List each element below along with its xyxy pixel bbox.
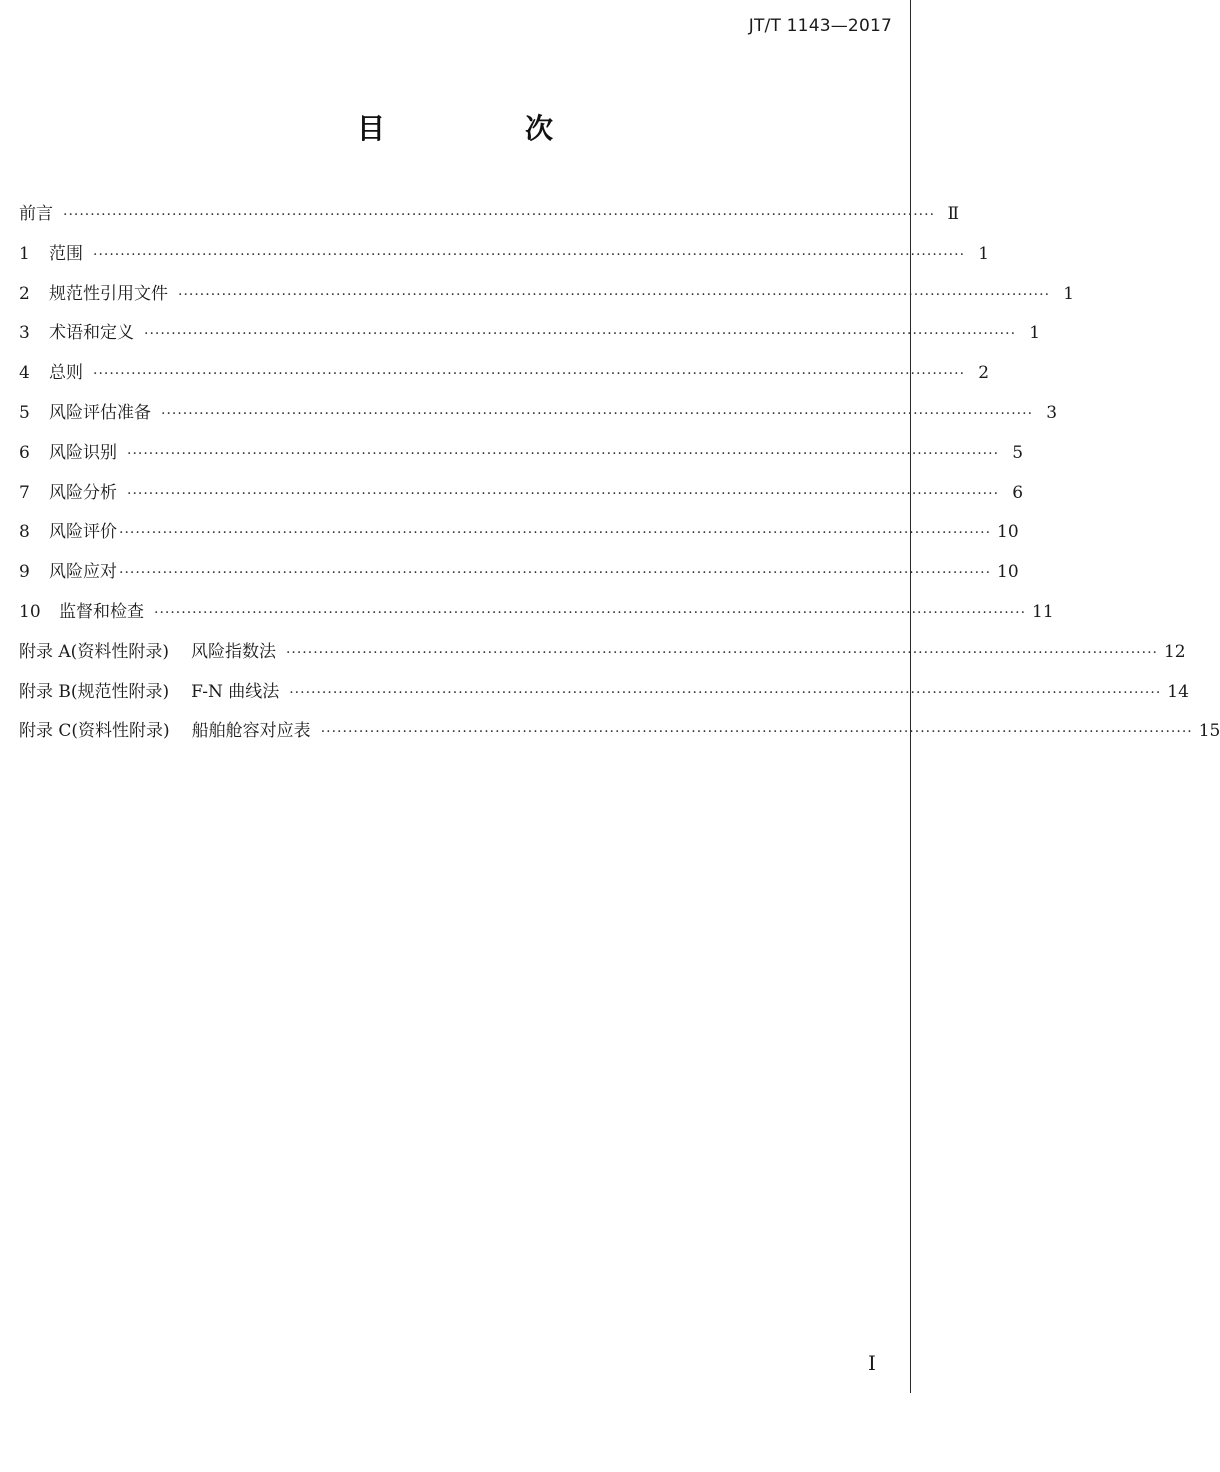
toc-entry[interactable] [19,717,1220,757]
toc-leader-dots: ································································································································································ [144,326,1017,343]
toc-entry-page: Ⅱ [947,204,960,224]
toc-entry-label: 风险应对 [49,562,117,583]
toc-entry[interactable] [19,638,1186,678]
toc-leader-dots: ································································································································································ [285,644,1158,661]
toc-entry-subtitle: 船舶舱容对应表 [191,721,311,742]
toc-entry-label: 风险分析 [49,482,117,503]
toc-entry-page: 15 [1198,721,1220,742]
toc-entry-number: 5 [19,402,30,423]
toc-entry-number: 9 [19,562,30,583]
toc-entry-label: 附录 C(资料性附录) [19,721,170,742]
toc-entry[interactable] [19,280,1075,320]
toc-entry-label: 前言 [19,204,53,224]
toc-entry[interactable] [19,319,1041,359]
toc-title: 目 次 [356,112,609,145]
toc-entry-label: 范围 [49,243,83,264]
toc-entry-number: 6 [19,442,30,463]
toc-leader-dots: ································································································································································ [127,485,1000,502]
toc-leader-dots: ································································································································································ [154,604,1027,621]
toc-leader-dots: ································································································································································ [119,525,992,542]
toc-entry-label: 风险识别 [49,442,117,463]
toc-entry-label: 术语和定义 [49,323,134,344]
toc-entry-page: 1 [1029,323,1041,344]
toc-entry-number: 3 [19,323,30,344]
toc-entry[interactable] [19,359,990,399]
toc-leader-dots: ································································································································································ [119,565,992,582]
page-number: I [868,1351,876,1375]
toc-entry-subtitle: 风险指数法 [190,641,276,662]
toc-leader-dots: ································································································································································ [93,366,966,383]
toc-entry[interactable] [19,200,960,240]
toc-entry[interactable] [19,240,990,280]
toc-leader-dots: ································································································································································ [127,445,1000,462]
toc-entry-label: 总则 [49,363,83,384]
toc-leader-dots: ································································································································································ [289,684,1162,701]
toc-entry-number: 2 [19,283,30,304]
toc-entry-page: 3 [1046,402,1058,423]
toc-entry-page: 10 [997,562,1019,583]
toc-entry[interactable] [19,518,1019,558]
standard-code: JT/T 1143—2017 [748,16,892,36]
toc-entry-number: 8 [19,522,30,543]
toc-entry-label: 规范性引用文件 [49,283,168,304]
toc-entry-page: 6 [1012,482,1024,503]
toc-leader-dots: ································································································································································ [161,405,1034,422]
toc-leader-dots: ································································································································································ [178,286,1051,303]
toc-leader-dots: ································································································································································ [320,724,1193,741]
toc-entry-page: 12 [1163,641,1186,662]
toc-entry-label: 监督和检查 [59,601,144,622]
toc-entry-page: 2 [978,363,990,384]
toc-entry[interactable] [19,678,1189,718]
toc-entry-number: 4 [19,363,30,384]
toc-entry[interactable] [19,439,1024,479]
toc-entry-label: 风险评估准备 [49,402,151,423]
toc-entry-label: 附录 B(规范性附录) [19,681,170,702]
toc-entry[interactable] [19,399,1058,439]
toc-entry-page: 5 [1012,442,1024,463]
toc-entry-page: 11 [1032,601,1054,622]
toc-entry[interactable] [19,598,1054,638]
toc-entry[interactable] [19,558,1019,598]
toc-entry[interactable] [19,479,1024,519]
toc-entry-label: 附录 A(资料性附录) [19,641,169,662]
toc-entry-subtitle: F-N 曲线法 [191,681,280,702]
toc-entry-number: 7 [19,482,30,503]
toc-leader-dots: ································································································································································ [63,207,936,223]
toc-entry-label: 风险评价 [49,522,117,543]
toc-leader-dots: ································································································································································ [93,246,966,263]
toc-entry-page: 10 [997,522,1019,543]
toc-entry-page: 1 [978,243,990,264]
toc-entry-number: 10 [19,601,41,622]
toc-entry-number: 1 [19,243,30,264]
toc-entry-page: 1 [1063,283,1075,304]
table-of-contents [19,200,1220,757]
toc-entry-page: 14 [1167,681,1189,702]
